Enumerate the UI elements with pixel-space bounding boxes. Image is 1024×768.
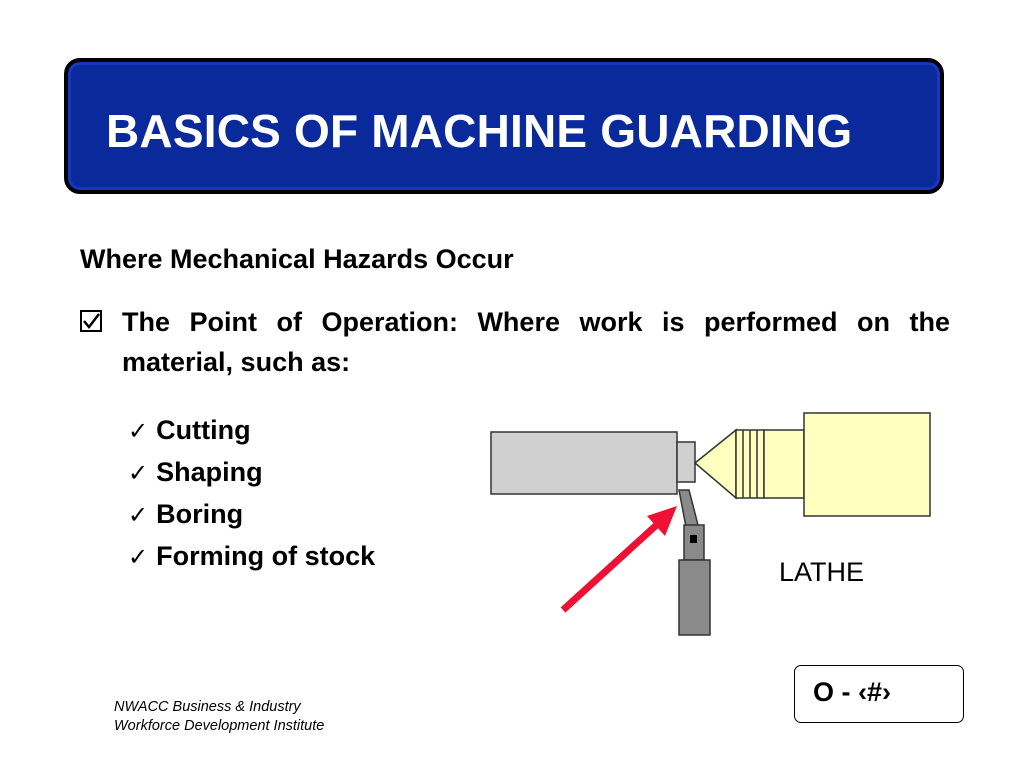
workpiece-stock xyxy=(491,432,677,494)
hazard-arrow xyxy=(563,520,662,610)
checkbox-checked-icon xyxy=(80,310,102,332)
list-item-label: Cutting xyxy=(156,415,251,445)
footer-credit xyxy=(114,698,324,736)
cutting-tool-bit xyxy=(679,490,698,527)
list-item-label: Shaping xyxy=(156,457,263,487)
tool-post xyxy=(679,560,710,635)
list-item-label: Boring xyxy=(156,499,244,529)
lathe-label: LATHE xyxy=(779,557,865,587)
chuck-collar xyxy=(677,442,695,482)
list-item-label: Forming of stock xyxy=(156,541,376,571)
check-icon: ✓ xyxy=(128,460,149,487)
point-of-operation-text: The Point of Operation: Where work is performed on the material, such as: xyxy=(122,307,950,377)
list-item xyxy=(128,494,375,536)
check-icon: ✓ xyxy=(128,502,149,529)
operations-list xyxy=(128,410,375,578)
list-item xyxy=(128,452,375,494)
slide-number: O - ‹#› xyxy=(813,677,891,707)
tailstock-center-cone xyxy=(695,430,736,498)
tailstock-body xyxy=(764,430,804,498)
slide-title: BASICS OF MACHINE GUARDING xyxy=(106,105,853,157)
slide-number-box xyxy=(794,665,964,723)
list-item xyxy=(128,410,375,452)
check-icon: ✓ xyxy=(128,418,149,445)
lathe-diagram xyxy=(480,405,940,640)
footer-line-2: Workforce Development Institute xyxy=(114,718,325,734)
list-item xyxy=(128,536,375,578)
tailstock-housing xyxy=(804,413,930,516)
section-heading: Where Mechanical Hazards Occur xyxy=(80,244,514,274)
title-banner xyxy=(64,58,944,194)
check-icon: ✓ xyxy=(128,544,149,571)
footer-line-1: NWACC Business & Industry xyxy=(114,699,301,715)
